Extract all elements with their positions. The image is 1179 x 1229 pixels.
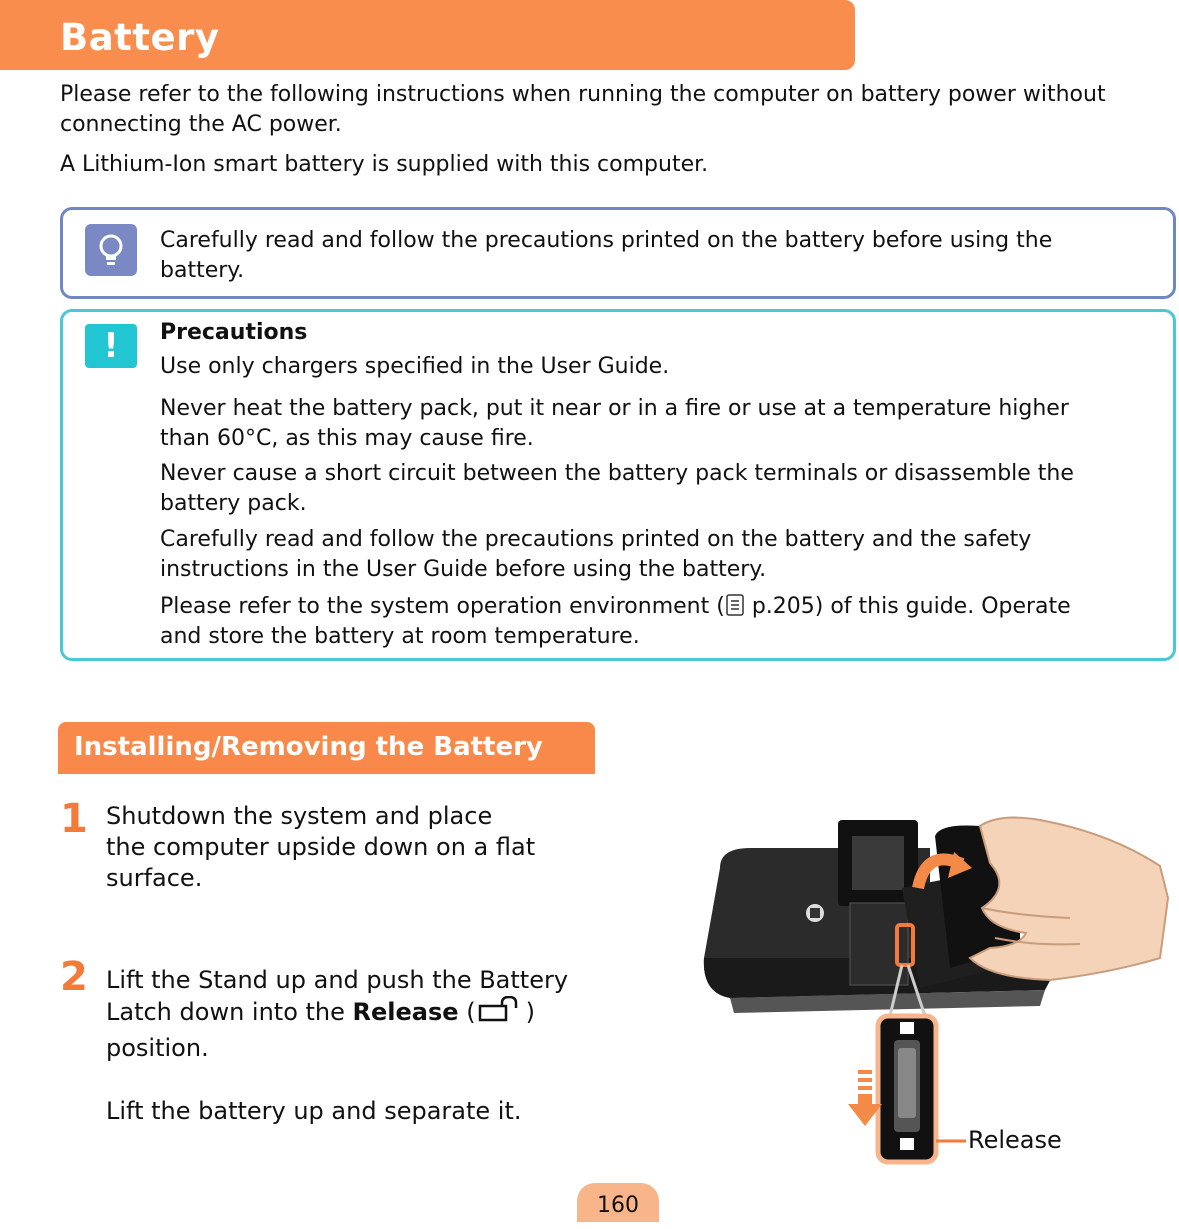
section-title: Installing/Removing the Battery xyxy=(74,732,543,762)
step-number-2: 2 xyxy=(60,954,88,1000)
precaution-item-5-text-b: p.205) of this guide. Operate xyxy=(744,594,1071,619)
section-heading-tab xyxy=(58,722,595,774)
tip-line-1: Carefully read and follow the precautions printed on the battery before using the xyxy=(160,228,1053,253)
page-title-bar xyxy=(0,0,855,70)
step-2-line-2 xyxy=(106,996,535,1030)
step-number-1: 1 xyxy=(60,796,88,842)
step-2-text-a: Latch down into the xyxy=(106,998,353,1026)
intro-line-3: A Lithium-Ion smart battery is supplied with this computer. xyxy=(60,152,709,177)
step-2-line-3: position. xyxy=(106,1034,209,1062)
intro-line-1: Please refer to the following instructions when running the computer on battery power without xyxy=(60,82,1106,107)
page-number: 160 xyxy=(577,1183,659,1222)
step-2-text-b: ( xyxy=(458,998,476,1026)
precaution-item-2-line-1: Never heat the battery pack, put it near or in a fire or use at a temperature higher xyxy=(160,396,1069,421)
manual-reference-icon xyxy=(725,594,745,625)
precautions-heading: Precautions xyxy=(160,320,308,345)
precaution-item-5-line-1 xyxy=(160,592,1071,625)
precaution-item-2-line-2: than 60°C, as this may cause fire. xyxy=(160,426,534,451)
step-1-line-2: the computer upside down on a flat xyxy=(106,833,536,861)
tip-line-2: battery. xyxy=(160,258,245,283)
battery-removal-illustration xyxy=(690,808,1170,1172)
page-title: Battery xyxy=(60,16,220,59)
exclamation-icon: ! xyxy=(85,324,137,368)
release-keyword: Release xyxy=(352,998,459,1026)
step-1-line-1: Shutdown the system and place xyxy=(106,802,493,830)
precaution-item-5-line-2: and store the battery at room temperature. xyxy=(160,624,640,649)
release-callout-label: Release xyxy=(968,1126,1062,1154)
step-2-line-4: Lift the battery up and separate it. xyxy=(106,1097,522,1125)
step-1-line-3: surface. xyxy=(106,864,203,892)
unlock-icon xyxy=(478,996,524,1030)
step-2-text-c: ) xyxy=(525,998,535,1026)
precaution-item-4-line-1: Carefully read and follow the precautions printed on the battery and the safety xyxy=(160,527,1032,552)
tip-box xyxy=(60,207,1176,299)
precaution-item-3-line-2: battery pack. xyxy=(160,491,307,516)
precaution-item-3-line-1: Never cause a short circuit between the battery pack terminals or disassemble the xyxy=(160,461,1074,486)
intro-line-2: connecting the AC power. xyxy=(60,112,342,137)
precaution-item-4-line-2: instructions in the User Guide before using the battery. xyxy=(160,557,767,582)
precautions-box xyxy=(60,309,1176,661)
precaution-item-1: Use only chargers specified in the User Guide. xyxy=(160,354,670,379)
lightbulb-icon xyxy=(85,224,137,276)
precaution-item-5-text-a: Please refer to the system operation environment ( xyxy=(160,594,725,619)
step-2-line-1: Lift the Stand up and push the Battery xyxy=(106,966,569,994)
